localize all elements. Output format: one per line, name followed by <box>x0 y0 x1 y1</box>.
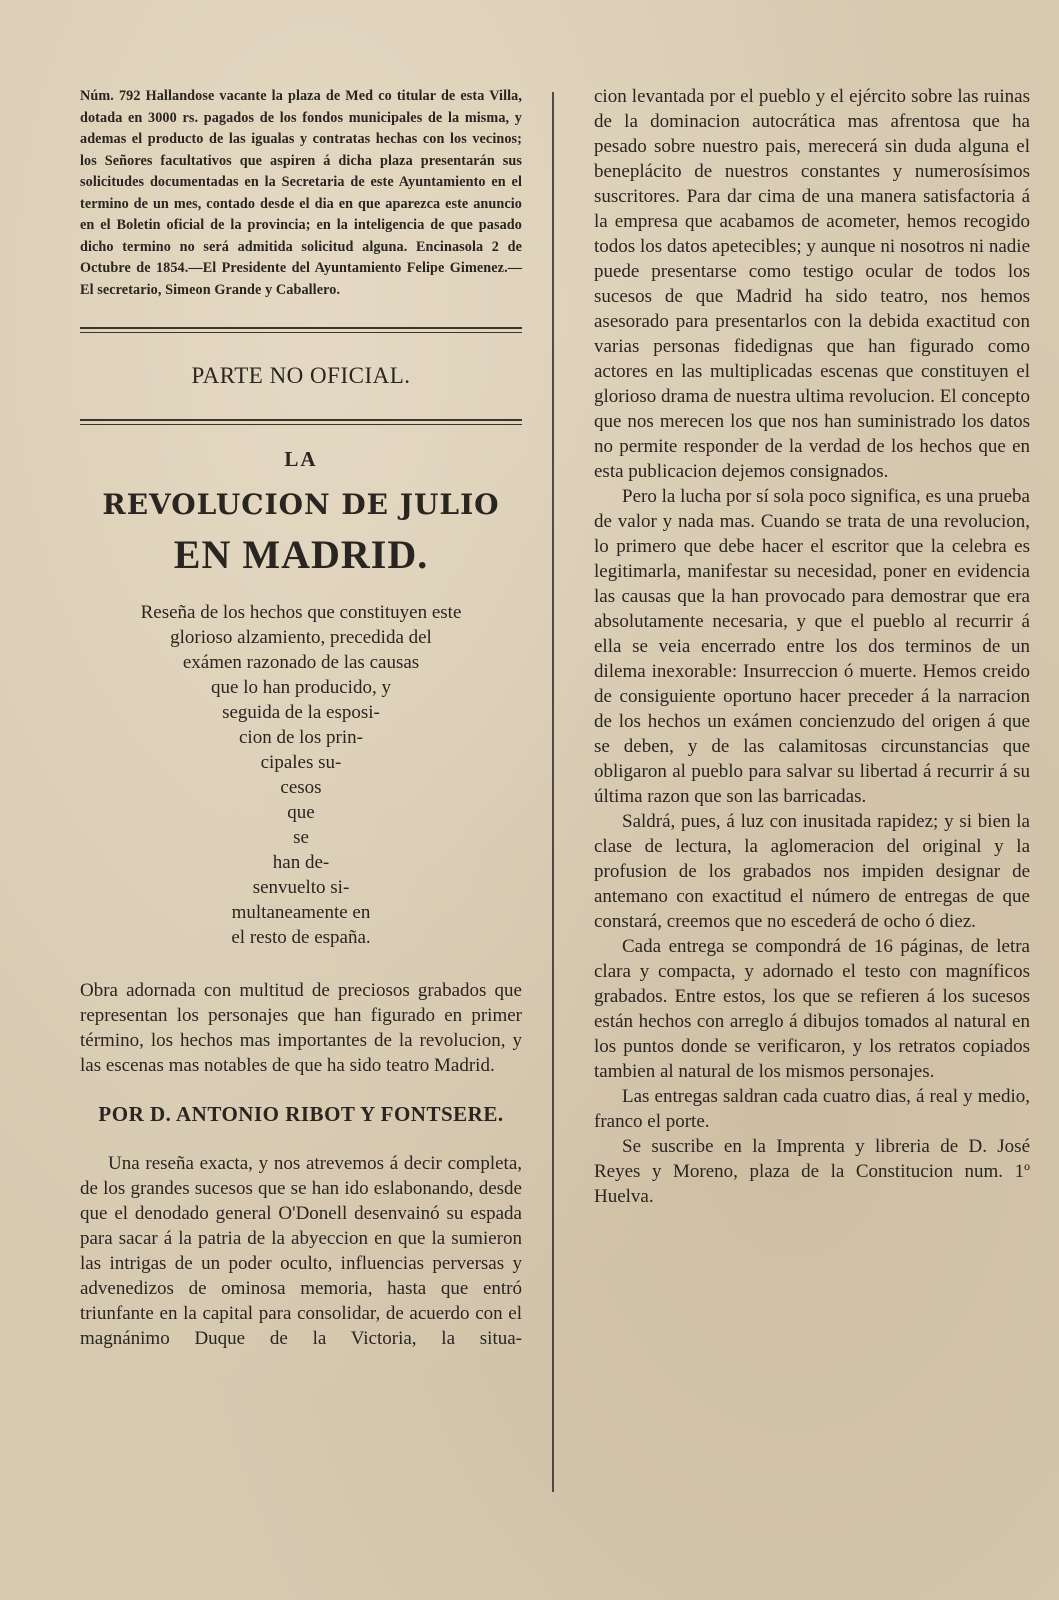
headline-subtitle: EN MADRID. <box>173 532 429 577</box>
author-byline: POR D. ANTONIO RIBOT Y FONTSERE. <box>98 1102 504 1126</box>
summary-line: seguida de la esposi- <box>222 702 380 723</box>
left-column <box>80 86 522 1351</box>
summary-line: cesos <box>280 777 322 798</box>
headline-article: LA <box>284 447 318 471</box>
headline-title: REVOLUCION DE JULIO <box>102 488 500 521</box>
column-divider <box>552 92 554 1492</box>
body-paragraph: cion levantada por el pueblo y el ejército sobre las ruinas de la dominacion autocrática mas afrentosa que ha pesado sobre nuestro pais, merecerá sin duda alguna el beneplácito de nuestros constantes y numerosísimos suscritores. Para dar cima de una manera satisfactoria á la empresa que acabamos de acometer, hemos recogido todos los datos apetecibles; y aunque ni nosotros ni nadie puede presentarse como testigo ocular de todos los sucesos de que Madrid ha sido teatro, nos hemos asesorado para presentarlos con la debida exactitud con varias personas fidedignas que han figurado como actores en las multiplicadas escenas que constituyen el glorioso drama de nuestra ultima revolucion. El concepto que nos merecen los que nos han suministrado los datos no permite responder de la verdad de los hechos que en esta publicacion dejemos consignados. <box>594 86 1030 482</box>
right-column <box>594 84 1030 1209</box>
summary-line: que <box>287 802 315 823</box>
body-paragraph: Cada entrega se compondrá de 16 páginas, de letra clara y compacta, y adornado el testo con magníficos grabados. Entre estos, los que se refieren á los sucesos están hechos con arreglo á dibujos tomados al natural en los puntos donde se verificaron, y los retratos copiados tambien al natural de los mismos personajes. <box>594 936 1030 1082</box>
summary-funnel <box>80 600 522 950</box>
body-paragraph: Pero la lucha por sí sola poco significa, es una prueba de valor y nada mas. Cuando se trata de una revolucion, lo primero que debe hacer el escritor que la celebra es legitimarla, manifestar su necesidad, poner en evidencia las causas que la han provocado para demostrar que era absolutamente necesaria, y que el pueblo al recurrir á ella se veia encerrado entre los dos terminos de un dilema inexorable: Insurreccion ó muerte. Hemos creido de consiguiente oportuno hacer preceder á la narracion de los hechos un exámen concienzudo del origen á que se deben, y de las calamitosas circunstancias que obligaron al pueblo para salvar su libertad á recurrir á su última razon que son las barricadas. <box>594 486 1030 807</box>
summary-line: se <box>293 827 309 848</box>
summary-line: han de- <box>272 852 330 873</box>
summary-line: Reseña de los hechos que constituyen este <box>140 602 462 623</box>
intro-paragraph: Una reseña exacta, y nos atrevemos á decir completa, de los grandes sucesos que se han ido eslabonando, desde que el denodado general O'Donell desenvainó su espada para sacar á la patria de la abyeccion en que la sumieron las intrigas de un poder oculto, influencias perversas y advenedizos de ominosa memoria, hasta que entró triunfante en la capital para consolidar, de acuerdo con el magnánimo Duque de la Victoria, la situa- <box>80 1153 522 1349</box>
summary-line: senvuelto si- <box>252 877 350 898</box>
separator-rule <box>80 327 522 333</box>
summary-line: que lo han producido, y <box>211 677 391 698</box>
section-title: PARTE NO OFICIAL. <box>191 363 411 388</box>
body-paragraph: Las entregas saldran cada cuatro dias, á real y medio, franco el porte. <box>594 1086 1030 1132</box>
vacancy-notice: Núm. 792 Hallandose vacante la plaza de Med co titular de esta Villa, dotada en 3000 rs. pagados de los fondos municipales de la misma, y ademas el producto de las igualas y contratas hechas con los vecinos; los Señores facultativos que aspiren á dicha plaza presentarán sus solicitudes documentadas en la Secretaria de este Ayuntamiento en el termino de un mes, contado desde el dia en que aparezca este anuncio en el Boletin oficial de la provincia; en la inteligencia de que pasado dicho termino no será admitida solicitud alguna. Encinasola 2 de Octubre de 1854.—El Presidente del Ayuntamiento Felipe Gimenez.—El secretario, Simeon Grande y Caballero. <box>80 88 522 298</box>
body-paragraph: Saldrá, pues, á luz con inusitada rapidez; y si bien la clase de lectura, la aglomeracion del original y la profusion de los grabados nos impiden designar de antemano con exactitud el número de entregas de que constará, creemos que no escederá de ocho ó diez. <box>594 811 1030 932</box>
subscription-paragraph: Se suscribe en la Imprenta y libreria de D. José Reyes y Moreno, plaza de la Constitucion num. 1º Huelva. <box>594 1136 1030 1207</box>
summary-line: cion de los prin- <box>238 727 363 748</box>
publication-description: Obra adornada con multitud de preciosos grabados que representan los personajes que han figurado en primer término, los hechos mas importantes de la revolucion, y las escenas mas notables de que ha sido teatro Madrid. <box>80 980 522 1076</box>
summary-line: el resto de españa. <box>231 927 371 948</box>
summary-line: glorioso alzamiento, precedida del <box>170 627 432 648</box>
summary-line: exámen razonado de las causas <box>182 652 420 673</box>
separator-rule <box>80 419 522 425</box>
summary-line: multaneamente en <box>231 902 371 923</box>
summary-line: cipales su- <box>260 752 342 773</box>
